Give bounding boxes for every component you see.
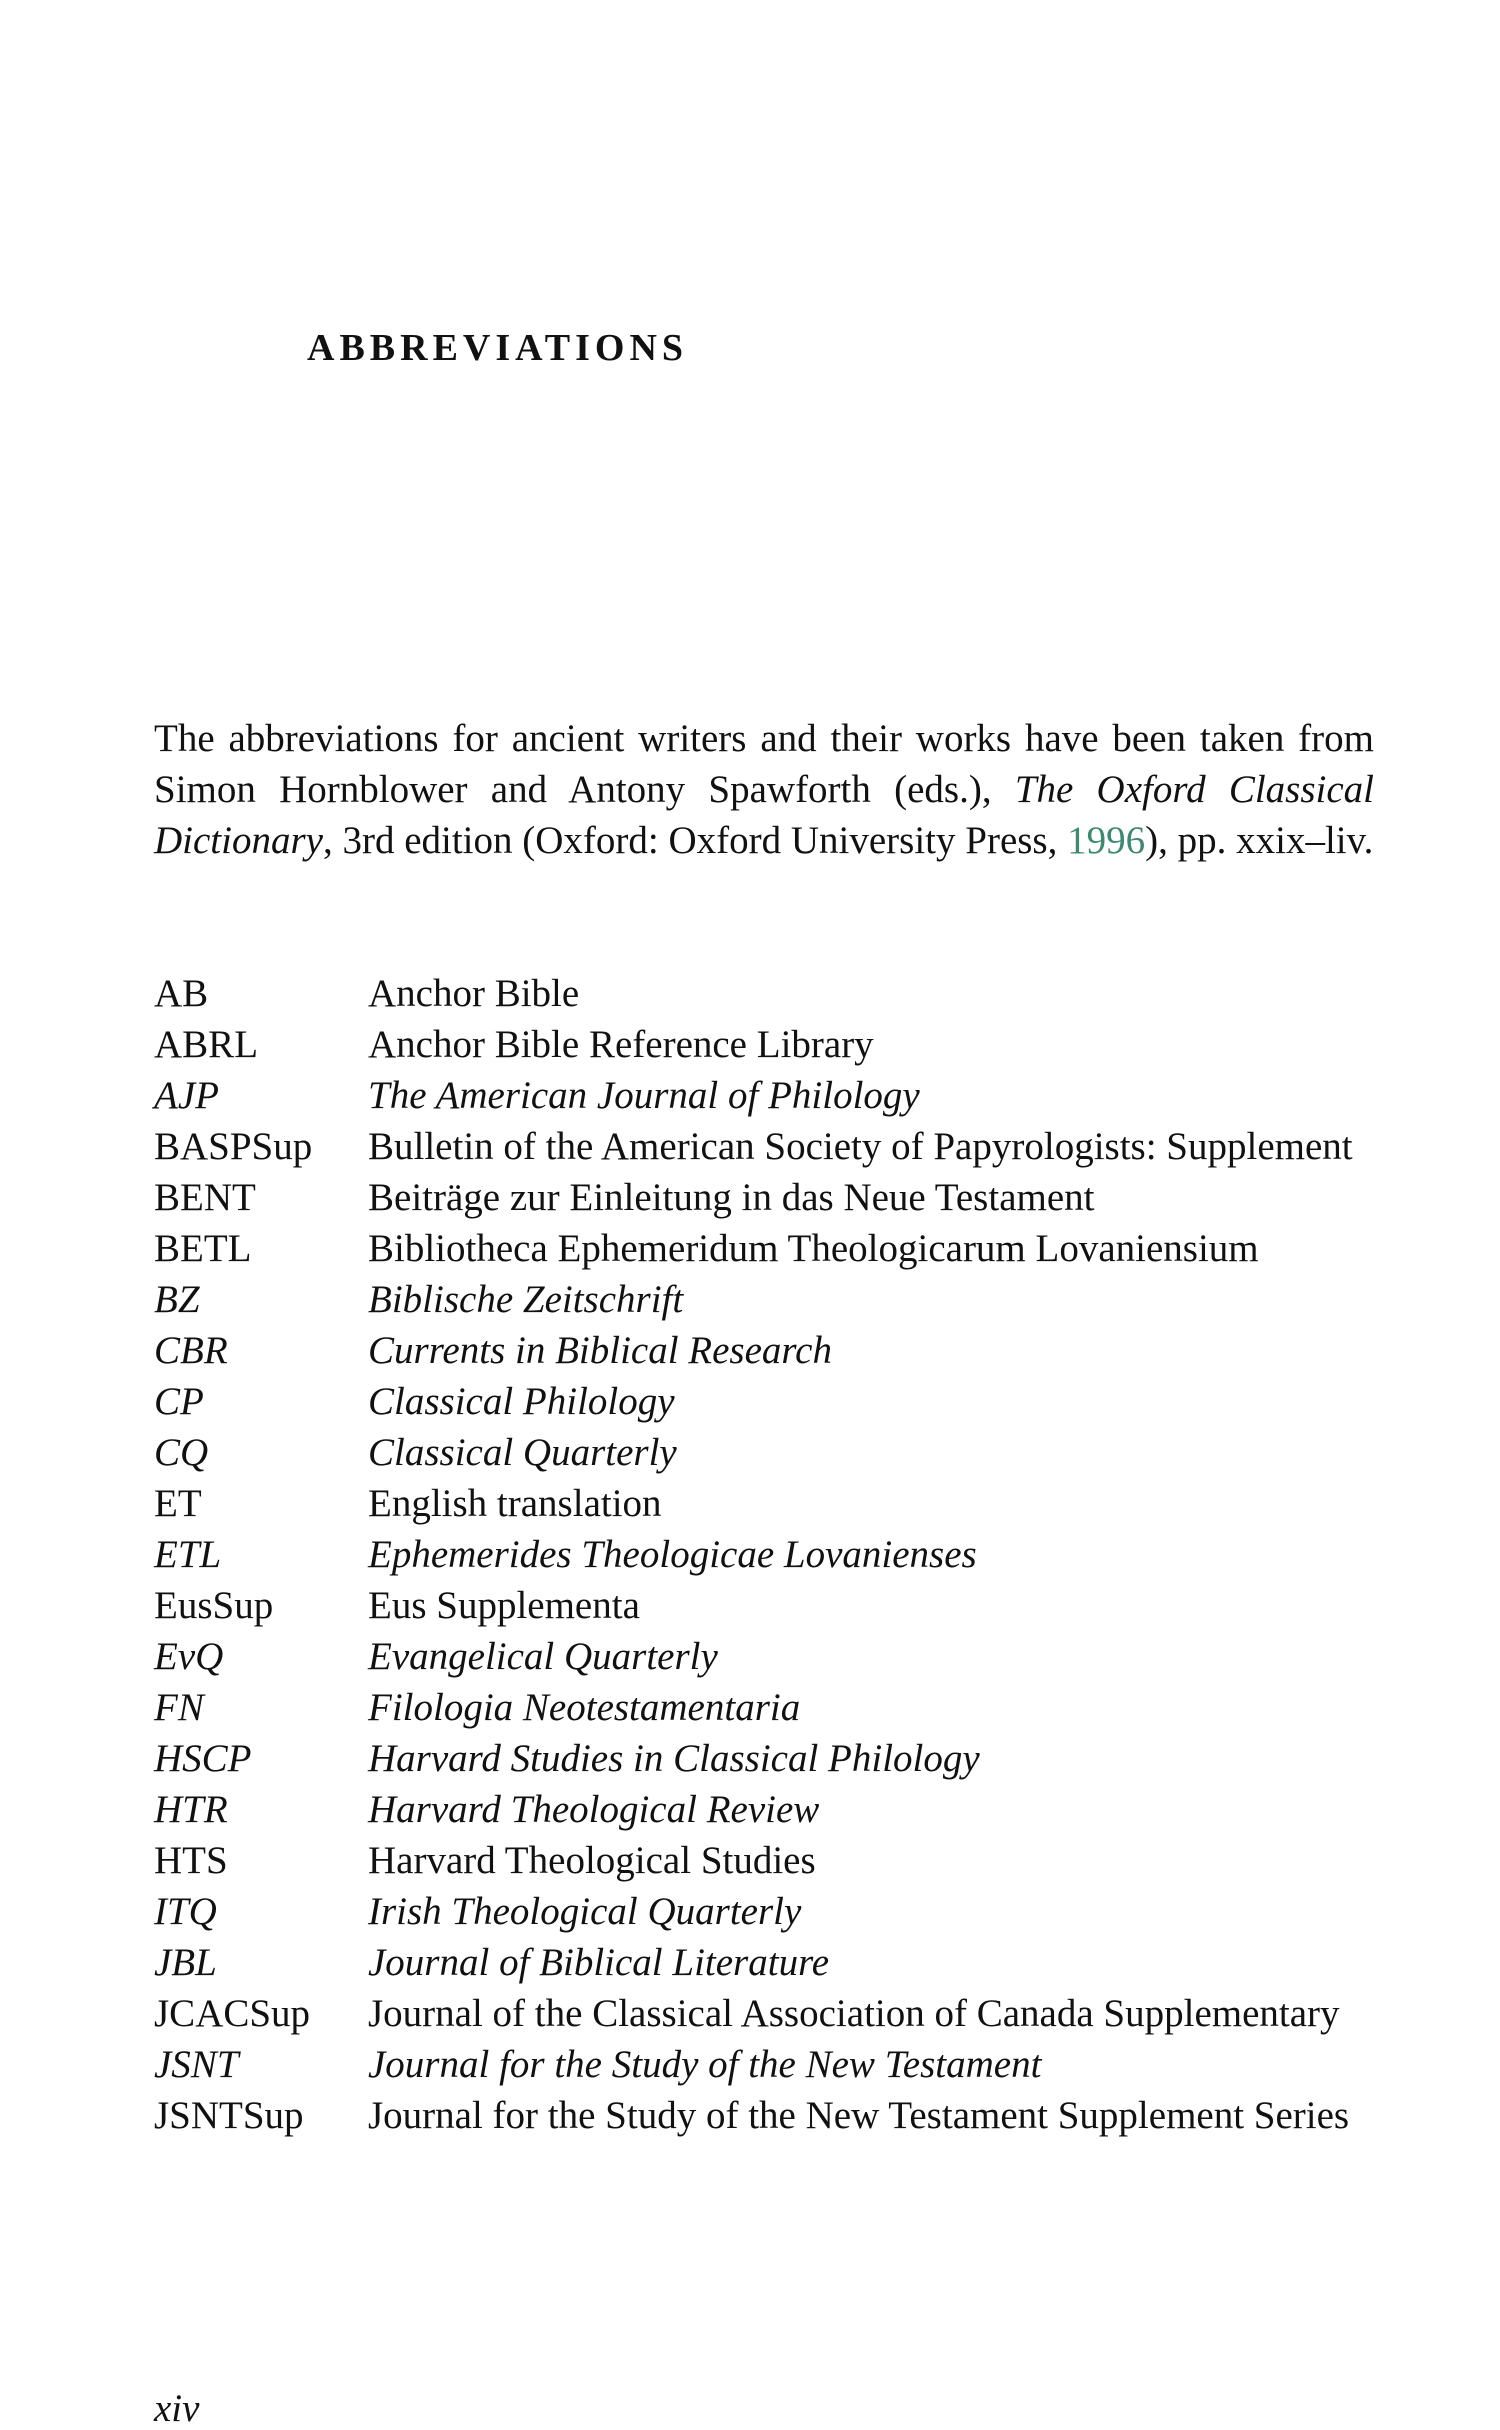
abbreviation-term: EvQ [154, 1635, 224, 1678]
abbreviation-entry [154, 2090, 1374, 2141]
abbreviation-entry [154, 1274, 1374, 1325]
abbreviation-entry [154, 1988, 1374, 2039]
abbreviation-term: BENT [154, 1176, 256, 1219]
abbreviation-term: JSNTSup [154, 2094, 304, 2137]
abbreviation-expansion: Currents in Biblical Research [368, 1329, 832, 1372]
abbreviation-term: ET [154, 1482, 202, 1525]
abbreviation-entry [154, 1478, 1374, 1529]
reference-title: The Oxford Classical Dictionary [154, 768, 1375, 862]
abbreviation-term: AJP [154, 1074, 219, 1117]
intro-paragraph [154, 713, 1374, 866]
abbreviation-entry [154, 1937, 1374, 1988]
abbreviation-entry [154, 1121, 1374, 1172]
abbreviation-term: HSCP [154, 1737, 252, 1780]
abbreviation-entry [154, 1223, 1374, 1274]
abbreviation-entry [154, 1172, 1374, 1223]
abbreviation-entry [154, 1682, 1374, 1733]
abbreviation-entry [154, 968, 1374, 1019]
abbreviation-expansion: Bulletin of the American Society of Papyrologists: Supplement [368, 1125, 1353, 1168]
intro-text-2: , 3rd edition (Oxford: Oxford University Press, [322, 819, 1068, 862]
abbreviation-entry [154, 1580, 1374, 1631]
abbreviation-expansion: Anchor Bible Reference Library [368, 1023, 874, 1066]
abbreviation-entry [154, 2039, 1374, 2090]
abbreviation-expansion: Harvard Studies in Classical Philology [368, 1737, 980, 1780]
abbreviation-expansion: English translation [368, 1482, 662, 1525]
abbreviation-term: ITQ [154, 1890, 217, 1933]
abbreviation-expansion: Irish Theological Quarterly [368, 1890, 802, 1933]
abbreviation-term: HTR [154, 1788, 228, 1831]
abbreviation-term: JCACSup [154, 1992, 311, 2035]
abbreviation-expansion: Harvard Theological Review [368, 1788, 820, 1831]
abbreviation-term: EusSup [154, 1584, 274, 1627]
abbreviation-expansion: Bibliotheca Ephemeridum Theologicarum Lovaniensium [368, 1227, 1259, 1270]
abbreviation-entry [154, 1631, 1374, 1682]
abbreviation-list [154, 968, 1374, 2141]
abbreviation-entry [154, 1886, 1374, 1937]
abbreviation-expansion: Anchor Bible [368, 972, 580, 1015]
abbreviation-term: BASPSup [154, 1125, 313, 1168]
abbreviation-term: CQ [154, 1431, 209, 1474]
abbreviation-expansion: The American Journal of Philology [368, 1074, 920, 1117]
abbreviation-term: CP [154, 1380, 204, 1423]
page-title: ABBREVIATIONS [307, 327, 689, 369]
abbreviation-expansion: Journal for the Study of the New Testament Supplement Series [368, 2094, 1350, 2137]
abbreviation-term: JBL [154, 1941, 217, 1984]
abbreviation-entry [154, 1376, 1374, 1427]
abbreviation-expansion: Classical Quarterly [368, 1431, 677, 1474]
abbreviation-expansion: Eus Supplementa [368, 1584, 640, 1627]
abbreviation-entry [154, 1070, 1374, 1121]
abbreviation-term: JSNT [154, 2043, 239, 2086]
page-number: xiv [154, 2387, 200, 2430]
abbreviation-term: ETL [154, 1533, 222, 1576]
abbreviation-entry [154, 1733, 1374, 1784]
abbreviation-entry [154, 1325, 1374, 1376]
abbreviation-expansion: Filologia Neotestamentaria [368, 1686, 801, 1729]
abbreviation-expansion: Harvard Theological Studies [368, 1839, 816, 1882]
intro-text-3: ), pp. xxix–liv. [1145, 819, 1374, 862]
abbreviation-term: AB [154, 972, 209, 1015]
abbreviation-term: FN [154, 1686, 204, 1729]
abbreviation-expansion: Journal of Biblical Literature [368, 1941, 830, 1984]
abbreviation-expansion: Ephemerides Theologicae Lovanienses [368, 1533, 977, 1576]
abbreviation-expansion: Classical Philology [368, 1380, 675, 1423]
abbreviation-term: HTS [154, 1839, 228, 1882]
abbreviation-expansion: Beiträge zur Einleitung in das Neue Testament [368, 1176, 1095, 1219]
citation-year-link[interactable]: 1996 [1067, 819, 1146, 862]
abbreviation-term: ABRL [154, 1023, 259, 1066]
abbreviation-expansion: Journal of the Classical Association of Canada Supplementary [368, 1992, 1340, 2035]
abbreviation-entry [154, 1019, 1374, 1070]
abbreviation-entry [154, 1784, 1374, 1835]
abbreviation-expansion: Evangelical Quarterly [368, 1635, 718, 1678]
abbreviation-term: CBR [154, 1329, 228, 1372]
abbreviation-term: BETL [154, 1227, 252, 1270]
intro-text-1: The abbreviations for ancient writers and their works have been taken from Simon Hornblower and Antony Spawforth (eds.), [154, 717, 1374, 811]
abbreviation-entry [154, 1427, 1374, 1478]
abbreviation-term: BZ [154, 1278, 200, 1321]
abbreviation-entry [154, 1835, 1374, 1886]
abbreviation-entry [154, 1529, 1374, 1580]
abbreviation-expansion: Journal for the Study of the New Testament [368, 2043, 1042, 2086]
abbreviation-expansion: Biblische Zeitschrift [368, 1278, 684, 1321]
